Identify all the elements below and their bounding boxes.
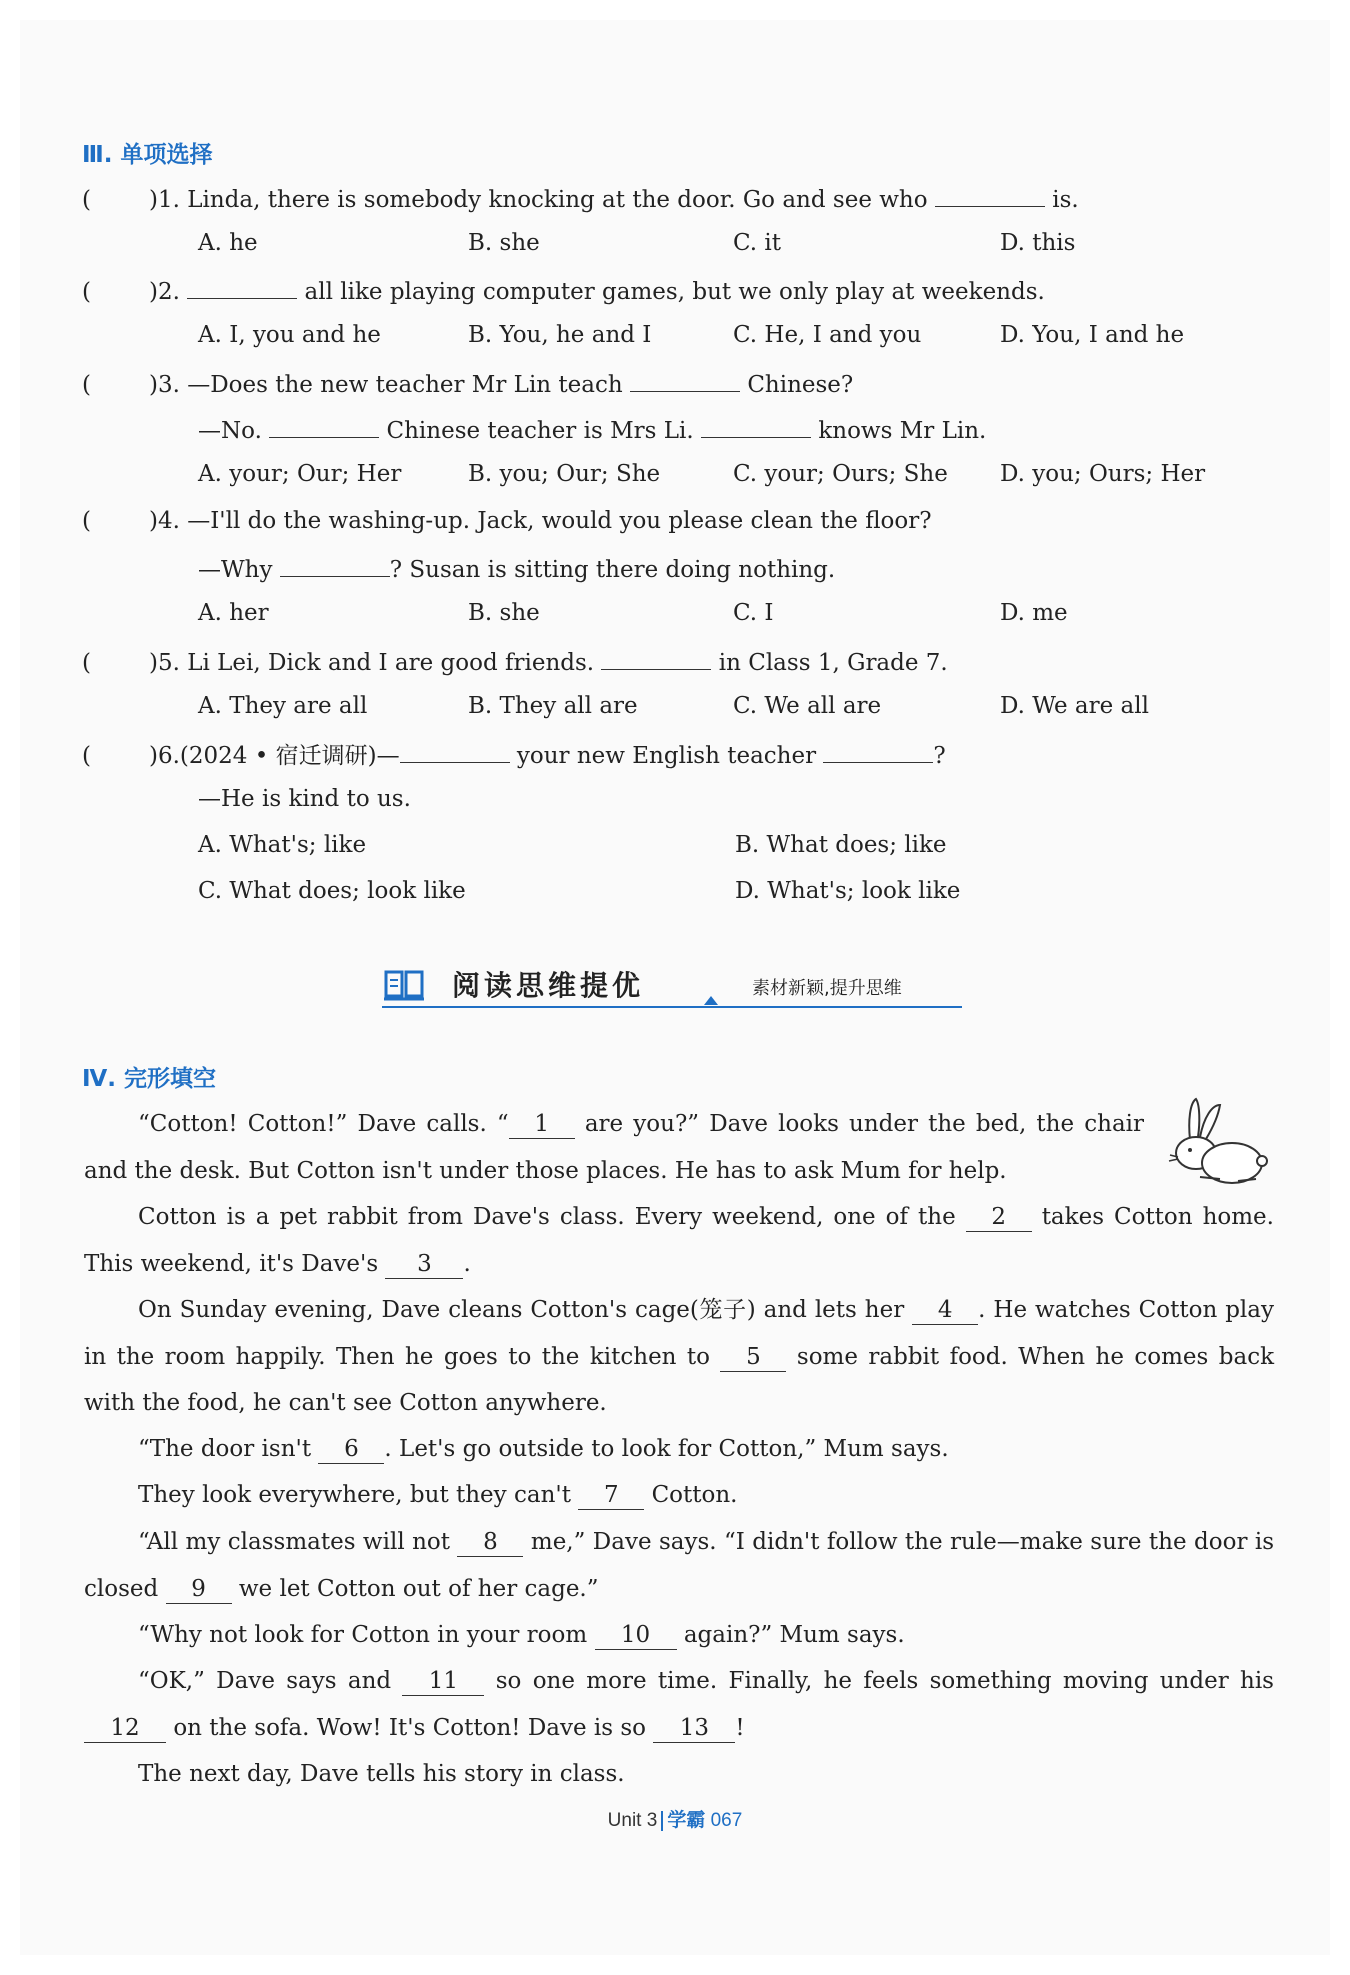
page-footer xyxy=(0,1805,1350,1832)
q6-number: )6. xyxy=(148,743,180,769)
question-3-line-2 xyxy=(198,413,986,446)
p2-text-b: takes Cotton home. This weekend, it's Dave's xyxy=(84,1204,1274,1277)
cloze-blank-9[interactable]: 9 xyxy=(166,1575,232,1604)
p3-text-a: On Sunday evening, Dave cleans Cotton's cage(笼子) and lets her xyxy=(138,1297,905,1323)
cloze-paragraph-6 xyxy=(84,1519,1274,1612)
q6-blank-2[interactable] xyxy=(823,738,933,763)
cloze-paragraph-8 xyxy=(84,1658,1274,1751)
p8-text-c: on the sofa. Wow! It's Cotton! Dave is so xyxy=(173,1714,647,1741)
q4-line2-b: ? Susan is sitting there doing nothing. xyxy=(389,557,836,583)
cloze-paragraph-9 xyxy=(84,1751,1274,1798)
q2-option-a[interactable]: A. I, you and he xyxy=(198,322,381,348)
q2-option-d[interactable]: D. You, I and he xyxy=(1000,322,1185,348)
question-4 xyxy=(82,506,932,536)
q6-option-b[interactable]: B. What does; like xyxy=(735,832,947,858)
q3-line2-a: —No. xyxy=(198,418,262,444)
q4-paren: ( xyxy=(82,508,91,534)
q1-stem-b: is. xyxy=(1052,187,1079,213)
q1-number: )1. xyxy=(148,187,180,213)
q6-paren: ( xyxy=(82,743,91,769)
p2-text-a: Cotton is a pet rabbit from Dave's class. Every weekend, one of the xyxy=(138,1204,956,1230)
q4-number: )4. xyxy=(148,508,180,534)
cloze-paragraph-3 xyxy=(84,1287,1274,1427)
q4-option-b[interactable]: B. she xyxy=(468,600,540,626)
banner-triangle xyxy=(704,996,718,1005)
cloze-blank-4[interactable]: 4 xyxy=(912,1296,978,1325)
cloze-paragraph-2 xyxy=(84,1194,1274,1287)
q1-stem-a: Linda, there is somebody knocking at the door. Go and see who xyxy=(187,187,928,213)
q2-stem-b: all like playing computer games, but we only play at weekends. xyxy=(304,279,1045,305)
q4-option-d[interactable]: D. me xyxy=(1000,600,1068,626)
q6-stem-a: (2024 • 宿迁调研)— xyxy=(179,743,400,769)
p8-text-a: “OK,” Dave says and xyxy=(138,1668,392,1694)
q5-number: )5. xyxy=(148,650,180,676)
q1-option-c[interactable]: C. it xyxy=(733,230,781,256)
cloze-blank-2[interactable]: 2 xyxy=(966,1203,1032,1232)
footer-unit: Unit 3 xyxy=(607,1810,658,1831)
cloze-blank-1[interactable]: 1 xyxy=(509,1110,575,1139)
p5-text-b: Cotton. xyxy=(651,1482,738,1508)
q1-option-a[interactable]: A. he xyxy=(198,230,258,256)
q3-stem-b: Chinese? xyxy=(747,372,854,398)
page-number: 067 xyxy=(710,1810,743,1831)
cloze-blank-10[interactable]: 10 xyxy=(595,1621,677,1650)
p4-text-a: “The door isn't xyxy=(138,1436,312,1462)
p1-text-b: are you?” Dave looks under the bed, the chair and the desk. But Cotton isn't under those places. He has to ask Mum for help. xyxy=(84,1111,1145,1184)
q3-number: )3. xyxy=(148,372,180,398)
cloze-blank-8[interactable]: 8 xyxy=(457,1528,523,1557)
q2-blank[interactable] xyxy=(187,274,297,299)
q3-option-a[interactable]: A. your; Our; Her xyxy=(198,461,402,487)
q3-blank-1[interactable] xyxy=(630,367,740,392)
question-5 xyxy=(82,645,948,678)
cloze-paragraph-5 xyxy=(84,1472,1274,1519)
cloze-blank-3[interactable]: 3 xyxy=(385,1250,463,1279)
q1-option-d[interactable]: D. this xyxy=(1000,230,1076,256)
p7-text-a: “Why not look for Cotton in your room xyxy=(138,1622,588,1648)
q1-paren: ( xyxy=(82,187,91,213)
q3-option-d[interactable]: D. you; Ours; Her xyxy=(1000,461,1206,487)
question-4-line-2 xyxy=(198,552,835,585)
p2-text-c: . xyxy=(463,1250,471,1277)
q2-paren: ( xyxy=(82,279,91,305)
q6-blank-1[interactable] xyxy=(400,738,510,763)
p5-text-a: They look everywhere, but they can't xyxy=(138,1482,571,1508)
p6-text-c: we let Cotton out of her cage.” xyxy=(238,1575,599,1602)
q3-line2-b: Chinese teacher is Mrs Li. xyxy=(386,418,694,444)
cloze-blank-7[interactable]: 7 xyxy=(578,1481,644,1510)
p3-text-b: . He watches Cotton play in the room happily. Then he goes to the kitchen to xyxy=(84,1297,1274,1370)
q4-blank[interactable] xyxy=(280,552,390,577)
cloze-blank-13[interactable]: 13 xyxy=(653,1714,735,1743)
q3-paren: ( xyxy=(82,372,91,398)
question-6 xyxy=(82,738,946,771)
banner-title: 阅读思维提优 xyxy=(452,969,645,1002)
q6-option-d[interactable]: D. What's; look like xyxy=(735,878,961,904)
cloze-blank-6[interactable]: 6 xyxy=(318,1435,384,1464)
cloze-blank-5[interactable]: 5 xyxy=(720,1343,786,1372)
q4-option-c[interactable]: C. I xyxy=(733,600,774,626)
open-book-icon xyxy=(384,968,424,1002)
cloze-paragraph-1 xyxy=(84,1101,1144,1194)
q3-line2-c: knows Mr Lin. xyxy=(818,418,987,444)
question-2 xyxy=(82,274,1045,307)
q3-stem-a: —Does the new teacher Mr Lin teach xyxy=(187,372,623,398)
q6-stem-b: your new English teacher xyxy=(516,743,817,769)
p3-text-c: some rabbit food. When he comes back with the food, he can't see Cotton anywhere. xyxy=(84,1343,1275,1416)
p7-text-b: again?” Mum says. xyxy=(683,1622,905,1648)
p6-text-a: “All my classmates will not xyxy=(138,1529,451,1555)
q5-stem-b: in Class 1, Grade 7. xyxy=(718,650,948,676)
p8-text-b: so one more time. Finally, he feels something moving under his xyxy=(495,1668,1274,1694)
q2-option-c[interactable]: C. He, I and you xyxy=(733,322,922,348)
cloze-blank-12[interactable]: 12 xyxy=(84,1714,166,1743)
question-1 xyxy=(82,182,1079,215)
p8-text-d: ! xyxy=(735,1714,745,1741)
p9-text: The next day, Dave tells his story in class. xyxy=(138,1761,625,1787)
p6-text-b: me,” Dave says. “I didn't follow the rule—make sure the door is closed xyxy=(84,1529,1275,1602)
q5-option-d[interactable]: D. We are all xyxy=(1000,693,1149,719)
q6-option-a[interactable]: A. What's; like xyxy=(198,832,367,858)
q5-option-b[interactable]: B. They all are xyxy=(468,693,638,719)
footer-separator xyxy=(661,1811,663,1831)
q4-line2-a: —Why xyxy=(198,557,273,583)
q2-number: )2. xyxy=(148,279,180,305)
q3-option-c[interactable]: C. your; Ours; She xyxy=(733,461,948,487)
cloze-paragraph-7 xyxy=(84,1612,1274,1659)
q6-option-c[interactable]: C. What does; look like xyxy=(198,878,466,904)
q5-stem-a: Li Lei, Dick and I are good friends. xyxy=(187,650,595,676)
q5-paren: ( xyxy=(82,650,91,676)
q2-option-b[interactable]: B. You, he and I xyxy=(468,322,652,348)
q4-stem-a: —I'll do the washing-up. Jack, would you please clean the floor? xyxy=(187,508,932,534)
banner-underline xyxy=(382,1006,962,1008)
p4-text-b: . Let's go outside to look for Cotton,” Mum says. xyxy=(384,1436,949,1462)
rabbit-illustration xyxy=(1160,1095,1270,1190)
question-6-line-2: —He is kind to us. xyxy=(198,786,411,812)
cloze-blank-11[interactable]: 11 xyxy=(402,1667,484,1696)
q5-option-a[interactable]: A. They are all xyxy=(198,693,368,719)
cloze-paragraph-4 xyxy=(84,1426,1274,1473)
q1-blank[interactable] xyxy=(935,182,1045,207)
reading-banner xyxy=(382,960,962,1010)
banner-subtitle: 素材新颖,提升思维 xyxy=(752,978,902,999)
section-3-title: Ⅲ. 单项选择 xyxy=(82,142,213,168)
section-4-title: Ⅳ. 完形填空 xyxy=(82,1066,217,1092)
question-3 xyxy=(82,367,853,400)
q4-option-a[interactable]: A. her xyxy=(198,600,269,626)
q5-option-c[interactable]: C. We all are xyxy=(733,693,882,719)
q6-stem-c: ? xyxy=(933,743,946,769)
footer-brand: 学霸 xyxy=(667,1810,706,1831)
p1-text-a: “Cotton! Cotton!” Dave calls. “ xyxy=(138,1111,509,1137)
q3-blank-2[interactable] xyxy=(269,413,379,438)
q3-blank-3[interactable] xyxy=(701,413,811,438)
q3-option-b[interactable]: B. you; Our; She xyxy=(468,461,661,487)
q1-option-b[interactable]: B. she xyxy=(468,230,540,256)
q5-blank[interactable] xyxy=(601,645,711,670)
